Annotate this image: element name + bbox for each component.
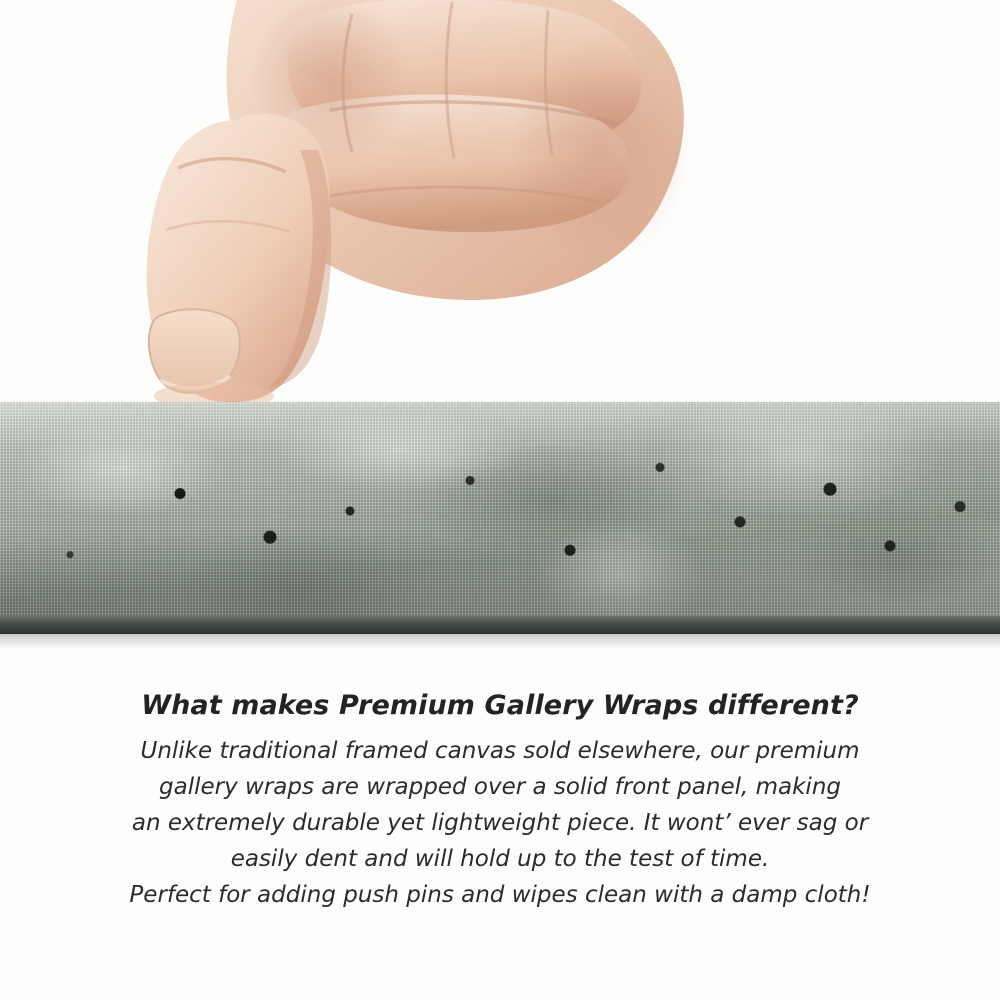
caption-line-2: gallery wraps are wrapped over a solid front panel, making <box>159 774 841 800</box>
hand-illustration <box>0 0 1000 420</box>
caption-line-3: an extremely durable yet lightweight piece. It wont’ ever sag or <box>131 810 869 836</box>
caption-line-5: Perfect for adding push pins and wipes clean with a damp cloth! <box>129 882 871 908</box>
caption-line-1: Unlike traditional framed canvas sold elsewhere, our premium <box>140 738 860 764</box>
canvas-drop-shadow <box>0 633 1000 648</box>
hand-pressing-icon <box>0 0 1000 420</box>
caption-heading: What makes Premium Gallery Wraps different? <box>141 690 859 721</box>
canvas-texture-surface <box>0 402 1000 620</box>
canvas-bottom-bevel <box>0 616 1000 634</box>
caption-block <box>0 690 1000 913</box>
canvas-edge-icon <box>0 402 1000 648</box>
caption-line-4: easily dent and will hold up to the test of time. <box>230 846 770 872</box>
